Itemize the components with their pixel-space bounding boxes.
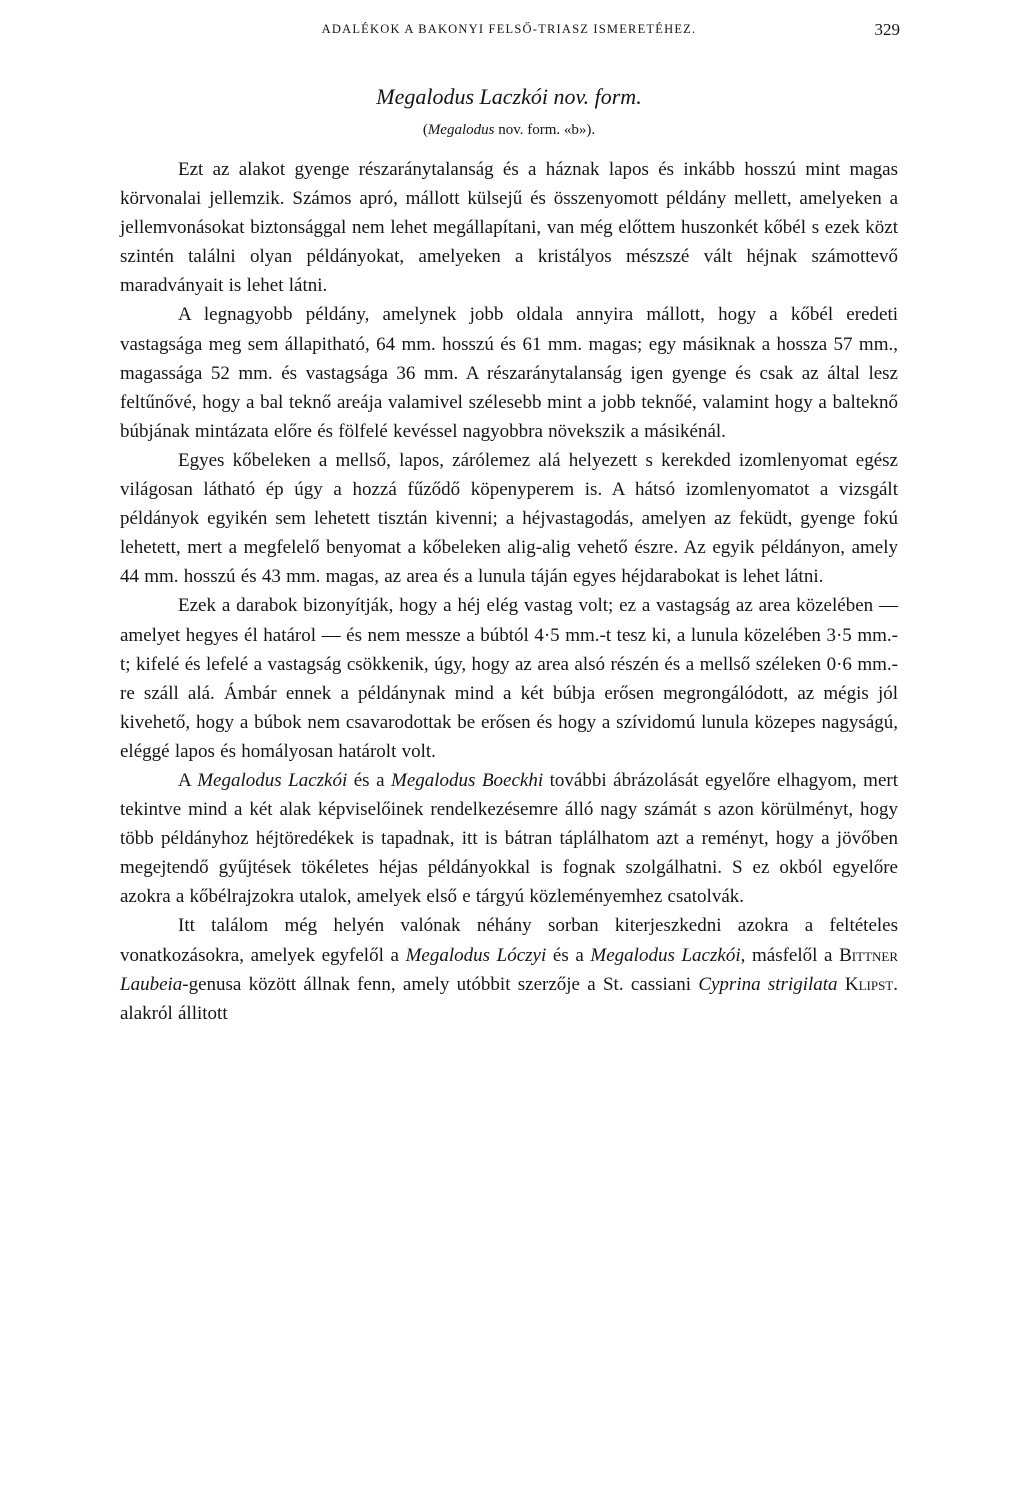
p5-species-laczkoi: Megalodus Laczkói [197, 769, 348, 791]
p6-text-7: alakról állitott [120, 1002, 228, 1024]
section-title: Megalodus Laczkói nov. form. [376, 84, 642, 109]
p6-text-6 [838, 974, 845, 995]
p6-species-loczyi: Megalodus Lóczyi [405, 944, 547, 966]
subtitle-open: ( [422, 122, 428, 138]
paragraph-6 [120, 911, 898, 1027]
p6-author-bittner: Bittner [839, 944, 899, 966]
running-header [120, 18, 898, 48]
page-number: 329 [874, 20, 900, 39]
p6-species-cyprina: Cyprina strigilata [698, 973, 838, 995]
subtitle-genus: Megalodus [427, 122, 495, 138]
p6-text-2: és a [546, 944, 591, 966]
p5-text-3: további ábrázolását egyelőre elhagyom, mert tekintve mind a két alak képviselőinek rendelkezésemre álló nagy számát s azon körülményt, hogy több példányhoz héjtöredékek is tapadnak, itt is bátran táplálhatom azt a reményt, hogy a jövőben megejtendő gyűjtések tökéletes héjas példányokkal is fognak szolgálhatni. S ez okból egyelőre azokra a kőbélrajzokra utalok, amelyek első e tárgyú közleményemhez csatolvák. [120, 769, 898, 908]
p6-text-3: , másfelől a [740, 944, 840, 966]
p6-text-5: -genusa között állnak fenn, amely utóbbit szerzője a St. cassiani [182, 973, 699, 995]
p6-species-laczkoi: Megalodus Laczkói [590, 944, 741, 966]
running-title: ADALÉKOK A BAKONYI FELSŐ-TRIASZ ISMERETÉHEZ. [321, 22, 697, 36]
body-text [120, 155, 898, 1028]
document-page [120, 18, 898, 1028]
p6-text-1: Itt találom még helyén valónak néhány sorban kiterjeszkedni azokra a feltételes vonatkozásokra, amelyek egyfelől a [120, 915, 898, 966]
paragraph-1: Ezt az alakot gyenge részaránytalanság és a háznak lapos és inkább hosszú mint magas körvonalai jellemzik. Számos apró, mállott külsejű és összenyomott példány mellett, amelyeken a jellemvonásokat biztonsággal nem lehet megállapítani, van még előttem huszonkét kőbél s ezek közt szintén találni olyan példányokat, amelyeken a kristályos mészszé vált héjnak számottevő maradványait is lehet látni. [120, 159, 898, 297]
p6-genus-laubeia: Laubeia [120, 973, 183, 995]
paragraph-4: Ezek a darabok bizonyítják, hogy a héj elég vastag volt; ez a vastagság az area közelében — amelyet hegyes él határol — és nem messze a búbtól 4·5 mm.-t tesz ki, a lunula közelében 3·5 mm.-t; kifelé és lefelé a vastagság csökkenik, úgy, hogy az area alsó részén és a mellső széleken 0·6 mm.-re száll alá. Ámbár ennek a példánynak mind a két búbja erősen megrongálódott, az mégis jól kivehető, hogy a búbok nem csavarodottak be erősen és hogy a szívidomú lunula közepes nagyságú, eléggé lapos és homályosan határolt volt. [120, 595, 898, 762]
p6-author-klipst: Klipst. [844, 973, 899, 995]
paragraph-2: A legnagyobb példány, amelynek jobb oldala annyira mállott, hogy a kőbél eredeti vastagsága meg sem állapitható, 64 mm. hosszú és 61 mm. magas; egy másiknak a hossza 57 mm., magassága 52 mm. és vastagsága 36 mm. A részaránytalanság igen gyenge és csak az által lesz feltűnővé, hogy a bal teknő areája valamivel szélesebb mint a jobb teknőé, valamint hogy a balteknő búbjának mintázata előre és fölfelé kevéssel nagyobbra növekszik a másikénál. [120, 304, 898, 442]
p5-species-boeckhi: Megalodus Boeckhi [391, 769, 544, 791]
p5-text-2: és a [347, 769, 392, 791]
paragraph-3: Egyes kőbeleken a mellső, lapos, zárólemez alá helyezett s kerekded izomlenyomat egész világosan látható ép úgy a hozzá fűződő köpenyperem is. A hátsó izomlenyomatot a vizsgált példányok egyikén sem lehetett tisztán kivenni; a héjvastagodás, amelyen az feküdt, gyenge fokú lehetett, mert a megfelelő benyomat a kőbeleken alig-alig vehető észre. Az egyik példányon, amely 44 mm. hosszú és 43 mm. magas, az area és a lunula táján egyes héjdarabokat is lehet látni. [120, 449, 898, 588]
subtitle-rest: nov. form. «b»). [494, 122, 596, 138]
paragraph-5 [120, 766, 898, 911]
section-subtitle [120, 120, 898, 140]
p5-text-1: A [178, 769, 198, 791]
